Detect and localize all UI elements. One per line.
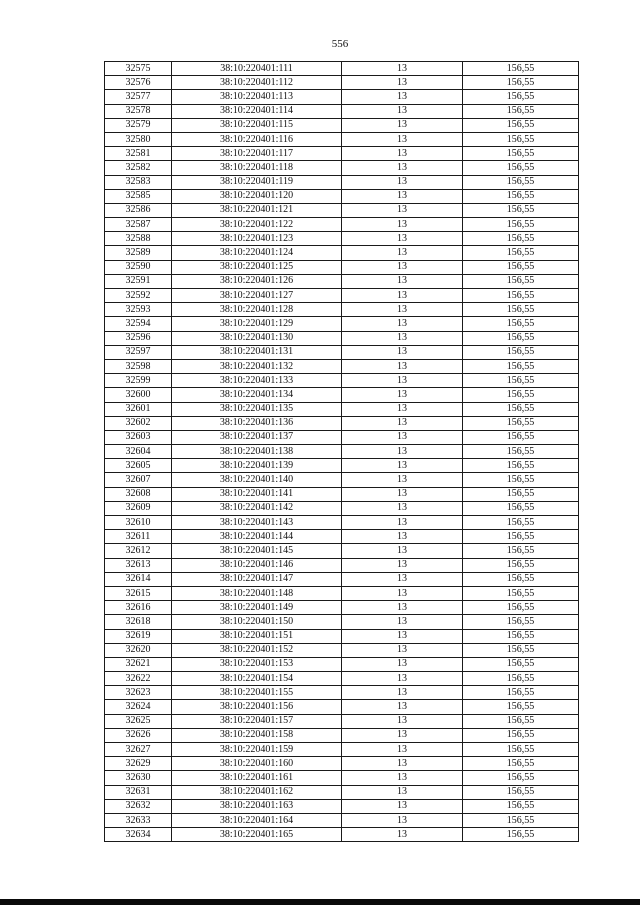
- record-number-cell: 32623: [105, 686, 172, 700]
- cadastral-number-cell: 38:10:220401:126: [172, 274, 342, 288]
- cadastral-number-cell: 38:10:220401:123: [172, 232, 342, 246]
- record-number-cell: 32575: [105, 62, 172, 76]
- table-row: [105, 799, 579, 813]
- zone-cell: 13: [342, 303, 463, 317]
- value-cell: 156,55: [463, 657, 579, 671]
- table-row: [105, 345, 579, 359]
- zone-cell: 13: [342, 317, 463, 331]
- value-cell: 156,55: [463, 530, 579, 544]
- table-row: [105, 672, 579, 686]
- record-number-cell: 32612: [105, 544, 172, 558]
- table-row: [105, 743, 579, 757]
- cadastral-number-cell: 38:10:220401:129: [172, 317, 342, 331]
- zone-cell: 13: [342, 516, 463, 530]
- value-cell: 156,55: [463, 813, 579, 827]
- zone-cell: 13: [342, 76, 463, 90]
- zone-cell: 13: [342, 544, 463, 558]
- value-cell: 156,55: [463, 445, 579, 459]
- value-cell: 156,55: [463, 416, 579, 430]
- table-row: [105, 487, 579, 501]
- cadastral-number-cell: 38:10:220401:144: [172, 530, 342, 544]
- record-number-cell: 32581: [105, 147, 172, 161]
- value-cell: 156,55: [463, 303, 579, 317]
- table-row: [105, 132, 579, 146]
- record-number-cell: 32596: [105, 331, 172, 345]
- value-cell: 156,55: [463, 799, 579, 813]
- value-cell: 156,55: [463, 331, 579, 345]
- record-number-cell: 32589: [105, 246, 172, 260]
- zone-cell: 13: [342, 771, 463, 785]
- cadastral-number-cell: 38:10:220401:145: [172, 544, 342, 558]
- zone-cell: 13: [342, 374, 463, 388]
- cadastral-number-cell: 38:10:220401:122: [172, 218, 342, 232]
- table-row: [105, 104, 579, 118]
- cadastral-number-cell: 38:10:220401:141: [172, 487, 342, 501]
- value-cell: 156,55: [463, 586, 579, 600]
- zone-cell: 13: [342, 359, 463, 373]
- cadastral-number-cell: 38:10:220401:138: [172, 445, 342, 459]
- table-row: [105, 260, 579, 274]
- cadastral-number-cell: 38:10:220401:124: [172, 246, 342, 260]
- zone-cell: 13: [342, 430, 463, 444]
- table-row: [105, 388, 579, 402]
- cadastral-number-cell: 38:10:220401:135: [172, 402, 342, 416]
- table-row: [105, 303, 579, 317]
- record-number-cell: 32611: [105, 530, 172, 544]
- table-row: [105, 813, 579, 827]
- table-row: [105, 643, 579, 657]
- record-number-cell: 32582: [105, 161, 172, 175]
- zone-cell: 13: [342, 459, 463, 473]
- zone-cell: 13: [342, 828, 463, 842]
- table-row: [105, 90, 579, 104]
- zone-cell: 13: [342, 643, 463, 657]
- value-cell: 156,55: [463, 218, 579, 232]
- zone-cell: 13: [342, 104, 463, 118]
- zone-cell: 13: [342, 189, 463, 203]
- record-number-cell: 32608: [105, 487, 172, 501]
- record-number-cell: 32602: [105, 416, 172, 430]
- value-cell: 156,55: [463, 430, 579, 444]
- cadastral-number-cell: 38:10:220401:155: [172, 686, 342, 700]
- zone-cell: 13: [342, 402, 463, 416]
- table-row: [105, 76, 579, 90]
- record-number-cell: 32576: [105, 76, 172, 90]
- cadastral-number-cell: 38:10:220401:153: [172, 657, 342, 671]
- cadastral-number-cell: 38:10:220401:117: [172, 147, 342, 161]
- table-row: [105, 161, 579, 175]
- cadastral-number-cell: 38:10:220401:152: [172, 643, 342, 657]
- record-number-cell: 32618: [105, 615, 172, 629]
- cadastral-number-cell: 38:10:220401:158: [172, 728, 342, 742]
- cadastral-number-cell: 38:10:220401:116: [172, 132, 342, 146]
- table-row: [105, 189, 579, 203]
- record-number-cell: 32603: [105, 430, 172, 444]
- zone-cell: 13: [342, 813, 463, 827]
- value-cell: 156,55: [463, 459, 579, 473]
- zone-cell: 13: [342, 345, 463, 359]
- value-cell: 156,55: [463, 90, 579, 104]
- value-cell: 156,55: [463, 757, 579, 771]
- value-cell: 156,55: [463, 289, 579, 303]
- zone-cell: 13: [342, 118, 463, 132]
- cadastral-number-cell: 38:10:220401:150: [172, 615, 342, 629]
- table-row: [105, 374, 579, 388]
- value-cell: 156,55: [463, 189, 579, 203]
- page-number: 556: [331, 38, 349, 50]
- record-number-cell: 32607: [105, 473, 172, 487]
- table-row: [105, 530, 579, 544]
- value-cell: 156,55: [463, 402, 579, 416]
- cadastral-number-cell: 38:10:220401:164: [172, 813, 342, 827]
- value-cell: 156,55: [463, 728, 579, 742]
- cadastral-number-cell: 38:10:220401:118: [172, 161, 342, 175]
- cadastral-number-cell: 38:10:220401:137: [172, 430, 342, 444]
- table-row: [105, 147, 579, 161]
- value-cell: 156,55: [463, 388, 579, 402]
- table-row: [105, 118, 579, 132]
- zone-cell: 13: [342, 714, 463, 728]
- table-row: [105, 686, 579, 700]
- value-cell: 156,55: [463, 572, 579, 586]
- zone-cell: 13: [342, 672, 463, 686]
- table-row: [105, 430, 579, 444]
- zone-cell: 13: [342, 147, 463, 161]
- cadastral-number-cell: 38:10:220401:148: [172, 586, 342, 600]
- cadastral-number-cell: 38:10:220401:161: [172, 771, 342, 785]
- cadastral-number-cell: 38:10:220401:119: [172, 175, 342, 189]
- table-row: [105, 62, 579, 76]
- table-row: [105, 203, 579, 217]
- record-number-cell: 32616: [105, 601, 172, 615]
- value-cell: 156,55: [463, 260, 579, 274]
- record-number-cell: 32627: [105, 743, 172, 757]
- table-row: [105, 629, 579, 643]
- table-row: [105, 728, 579, 742]
- cadastral-number-cell: 38:10:220401:112: [172, 76, 342, 90]
- value-cell: 156,55: [463, 132, 579, 146]
- record-number-cell: 32613: [105, 558, 172, 572]
- record-number-cell: 32634: [105, 828, 172, 842]
- table-row: [105, 317, 579, 331]
- zone-cell: 13: [342, 700, 463, 714]
- table-row: [105, 516, 579, 530]
- record-number-cell: 32580: [105, 132, 172, 146]
- value-cell: 156,55: [463, 743, 579, 757]
- zone-cell: 13: [342, 615, 463, 629]
- cadastral-number-cell: 38:10:220401:156: [172, 700, 342, 714]
- cadastral-number-cell: 38:10:220401:146: [172, 558, 342, 572]
- record-number-cell: 32633: [105, 813, 172, 827]
- cadastral-number-cell: 38:10:220401:132: [172, 359, 342, 373]
- zone-cell: 13: [342, 445, 463, 459]
- record-number-cell: 32626: [105, 728, 172, 742]
- table-row: [105, 572, 579, 586]
- zone-cell: 13: [342, 657, 463, 671]
- cadastral-number-cell: 38:10:220401:134: [172, 388, 342, 402]
- cadastral-number-cell: 38:10:220401:113: [172, 90, 342, 104]
- cadastral-number-cell: 38:10:220401:147: [172, 572, 342, 586]
- value-cell: 156,55: [463, 544, 579, 558]
- record-number-cell: 32597: [105, 345, 172, 359]
- table-row: [105, 828, 579, 842]
- zone-cell: 13: [342, 501, 463, 515]
- zone-cell: 13: [342, 743, 463, 757]
- zone-cell: 13: [342, 260, 463, 274]
- zone-cell: 13: [342, 629, 463, 643]
- cadastral-number-cell: 38:10:220401:114: [172, 104, 342, 118]
- table-row: [105, 246, 579, 260]
- record-number-cell: 32605: [105, 459, 172, 473]
- zone-cell: 13: [342, 530, 463, 544]
- record-number-cell: 32624: [105, 700, 172, 714]
- record-number-cell: 32592: [105, 289, 172, 303]
- table-row: [105, 558, 579, 572]
- table-body: [105, 62, 579, 842]
- zone-cell: 13: [342, 289, 463, 303]
- record-number-cell: 32604: [105, 445, 172, 459]
- table-row: [105, 757, 579, 771]
- value-cell: 156,55: [463, 643, 579, 657]
- value-cell: 156,55: [463, 828, 579, 842]
- record-number-cell: 32625: [105, 714, 172, 728]
- cadastral-number-cell: 38:10:220401:111: [172, 62, 342, 76]
- table-row: [105, 785, 579, 799]
- zone-cell: 13: [342, 331, 463, 345]
- value-cell: 156,55: [463, 274, 579, 288]
- zone-cell: 13: [342, 132, 463, 146]
- zone-cell: 13: [342, 388, 463, 402]
- cadastral-number-cell: 38:10:220401:142: [172, 501, 342, 515]
- table-row: [105, 402, 579, 416]
- record-number-cell: 32586: [105, 203, 172, 217]
- record-number-cell: 32594: [105, 317, 172, 331]
- value-cell: 156,55: [463, 558, 579, 572]
- cadastral-number-cell: 38:10:220401:151: [172, 629, 342, 643]
- cadastral-number-cell: 38:10:220401:133: [172, 374, 342, 388]
- value-cell: 156,55: [463, 686, 579, 700]
- table-row: [105, 232, 579, 246]
- cadastral-number-cell: 38:10:220401:128: [172, 303, 342, 317]
- zone-cell: 13: [342, 90, 463, 104]
- cadastral-number-cell: 38:10:220401:160: [172, 757, 342, 771]
- record-number-cell: 32629: [105, 757, 172, 771]
- cadastral-number-cell: 38:10:220401:162: [172, 785, 342, 799]
- value-cell: 156,55: [463, 104, 579, 118]
- value-cell: 156,55: [463, 629, 579, 643]
- value-cell: 156,55: [463, 161, 579, 175]
- value-cell: 156,55: [463, 203, 579, 217]
- zone-cell: 13: [342, 686, 463, 700]
- cadastral-number-cell: 38:10:220401:159: [172, 743, 342, 757]
- value-cell: 156,55: [463, 487, 579, 501]
- zone-cell: 13: [342, 246, 463, 260]
- value-cell: 156,55: [463, 785, 579, 799]
- record-number-cell: 32615: [105, 586, 172, 600]
- value-cell: 156,55: [463, 246, 579, 260]
- cadastral-number-cell: 38:10:220401:163: [172, 799, 342, 813]
- table-row: [105, 657, 579, 671]
- zone-cell: 13: [342, 218, 463, 232]
- cadastral-number-cell: 38:10:220401:130: [172, 331, 342, 345]
- zone-cell: 13: [342, 572, 463, 586]
- table-row: [105, 714, 579, 728]
- table-row: [105, 771, 579, 785]
- record-number-cell: 32579: [105, 118, 172, 132]
- record-number-cell: 32599: [105, 374, 172, 388]
- cadastral-number-cell: 38:10:220401:115: [172, 118, 342, 132]
- table-row: [105, 289, 579, 303]
- cadastral-number-cell: 38:10:220401:140: [172, 473, 342, 487]
- cadastral-number-cell: 38:10:220401:143: [172, 516, 342, 530]
- value-cell: 156,55: [463, 615, 579, 629]
- zone-cell: 13: [342, 161, 463, 175]
- zone-cell: 13: [342, 799, 463, 813]
- table-row: [105, 459, 579, 473]
- table-row: [105, 544, 579, 558]
- table-row: [105, 218, 579, 232]
- scan-bottom-edge: [0, 899, 640, 905]
- cadastral-number-cell: 38:10:220401:136: [172, 416, 342, 430]
- record-number-cell: 32598: [105, 359, 172, 373]
- table-row: [105, 601, 579, 615]
- cadastral-number-cell: 38:10:220401:157: [172, 714, 342, 728]
- value-cell: 156,55: [463, 359, 579, 373]
- record-number-cell: 32632: [105, 799, 172, 813]
- record-number-cell: 32620: [105, 643, 172, 657]
- record-number-cell: 32601: [105, 402, 172, 416]
- value-cell: 156,55: [463, 118, 579, 132]
- cadastral-number-cell: 38:10:220401:121: [172, 203, 342, 217]
- cadastral-number-cell: 38:10:220401:131: [172, 345, 342, 359]
- value-cell: 156,55: [463, 345, 579, 359]
- record-number-cell: 32585: [105, 189, 172, 203]
- zone-cell: 13: [342, 416, 463, 430]
- zone-cell: 13: [342, 586, 463, 600]
- value-cell: 156,55: [463, 62, 579, 76]
- value-cell: 156,55: [463, 714, 579, 728]
- record-number-cell: 32614: [105, 572, 172, 586]
- table-row: [105, 331, 579, 345]
- zone-cell: 13: [342, 558, 463, 572]
- table-row: [105, 501, 579, 515]
- record-number-cell: 32591: [105, 274, 172, 288]
- record-number-cell: 32588: [105, 232, 172, 246]
- record-number-cell: 32583: [105, 175, 172, 189]
- zone-cell: 13: [342, 203, 463, 217]
- record-number-cell: 32631: [105, 785, 172, 799]
- zone-cell: 13: [342, 487, 463, 501]
- record-number-cell: 32621: [105, 657, 172, 671]
- value-cell: 156,55: [463, 374, 579, 388]
- cadastral-number-cell: 38:10:220401:125: [172, 260, 342, 274]
- zone-cell: 13: [342, 601, 463, 615]
- record-number-cell: 32600: [105, 388, 172, 402]
- cadastral-number-cell: 38:10:220401:120: [172, 189, 342, 203]
- record-number-cell: 32590: [105, 260, 172, 274]
- value-cell: 156,55: [463, 175, 579, 189]
- value-cell: 156,55: [463, 601, 579, 615]
- zone-cell: 13: [342, 728, 463, 742]
- record-number-cell: 32578: [105, 104, 172, 118]
- value-cell: 156,55: [463, 501, 579, 515]
- value-cell: 156,55: [463, 771, 579, 785]
- table-row: [105, 445, 579, 459]
- table-row: [105, 175, 579, 189]
- value-cell: 156,55: [463, 672, 579, 686]
- zone-cell: 13: [342, 274, 463, 288]
- value-cell: 156,55: [463, 232, 579, 246]
- value-cell: 156,55: [463, 700, 579, 714]
- zone-cell: 13: [342, 757, 463, 771]
- record-number-cell: 32619: [105, 629, 172, 643]
- table-row: [105, 615, 579, 629]
- record-number-cell: 32577: [105, 90, 172, 104]
- zone-cell: 13: [342, 473, 463, 487]
- record-number-cell: 32630: [105, 771, 172, 785]
- cadastral-number-cell: 38:10:220401:165: [172, 828, 342, 842]
- table-row: [105, 473, 579, 487]
- zone-cell: 13: [342, 232, 463, 246]
- value-cell: 156,55: [463, 516, 579, 530]
- cadastral-number-cell: 38:10:220401:149: [172, 601, 342, 615]
- table-row: [105, 359, 579, 373]
- zone-cell: 13: [342, 62, 463, 76]
- cadastral-number-cell: 38:10:220401:154: [172, 672, 342, 686]
- cadastral-number-cell: 38:10:220401:127: [172, 289, 342, 303]
- table-row: [105, 274, 579, 288]
- value-cell: 156,55: [463, 147, 579, 161]
- cadastral-number-cell: 38:10:220401:139: [172, 459, 342, 473]
- table-row: [105, 416, 579, 430]
- record-number-cell: 32593: [105, 303, 172, 317]
- record-number-cell: 32609: [105, 501, 172, 515]
- value-cell: 156,55: [463, 473, 579, 487]
- table-row: [105, 700, 579, 714]
- record-number-cell: 32610: [105, 516, 172, 530]
- record-number-cell: 32622: [105, 672, 172, 686]
- cadastral-table: [104, 61, 579, 842]
- value-cell: 156,55: [463, 317, 579, 331]
- zone-cell: 13: [342, 785, 463, 799]
- zone-cell: 13: [342, 175, 463, 189]
- value-cell: 156,55: [463, 76, 579, 90]
- table-row: [105, 586, 579, 600]
- record-number-cell: 32587: [105, 218, 172, 232]
